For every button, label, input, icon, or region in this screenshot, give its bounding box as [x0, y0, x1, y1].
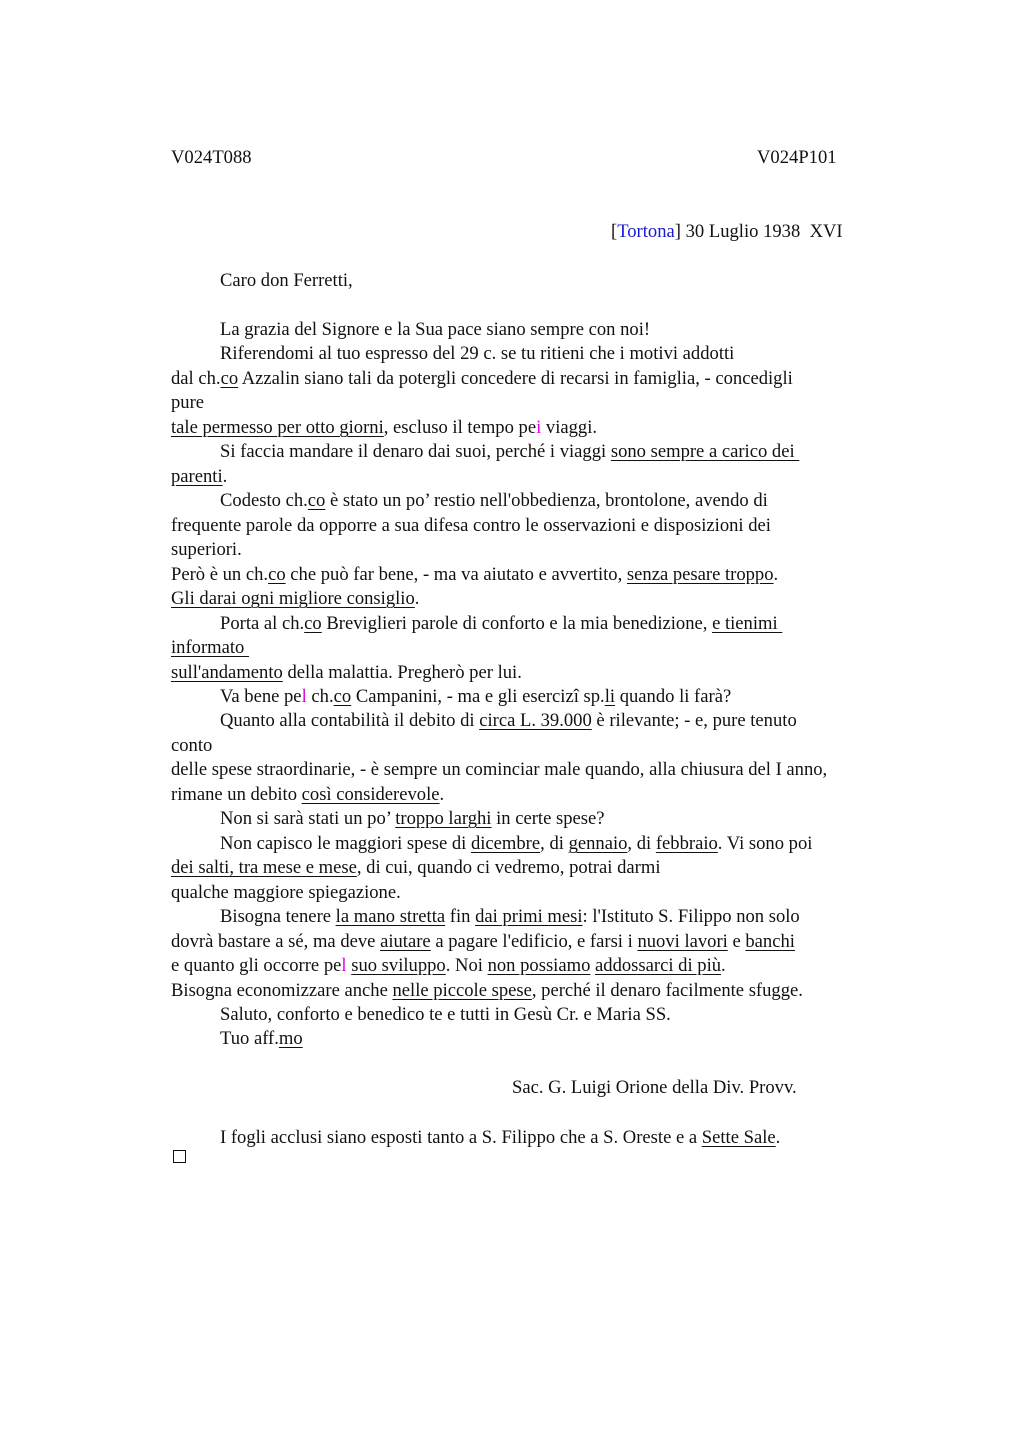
dateline: [Tortona] 30 Luglio 1938 XVI — [611, 221, 843, 242]
date-text: 30 Luglio 1938 XVI — [680, 221, 843, 242]
body-line: Gli darai ogni migliore consiglio. — [171, 588, 420, 609]
place-name: Tortona — [617, 221, 675, 242]
body-line: Quanto alla contabilità il debito di circa L. 39.000 è rilevante; - e, pure tenuto — [220, 710, 797, 731]
closing-line: Tuo aff.mo — [220, 1028, 303, 1049]
document-code-left: V024T088 — [171, 147, 252, 168]
body-line: dei salti, tra mese e mese, di cui, quando ci vedremo, potrai darmi — [171, 857, 661, 878]
body-line: rimane un debito così considerevole. — [171, 784, 445, 805]
body-line: Non capisco le maggiori spese di dicembre, di gennaio, di febbraio. Vi sono poi — [220, 833, 813, 854]
body-line: Codesto ch.co è stato un po’ restio nell'obbedienza, brontolone, avendo di — [220, 490, 768, 511]
body-line: Riferendomi al tuo espresso del 29 c. se tu ritieni che i motivi addotti — [220, 343, 735, 364]
document-code-right: V024P101 — [757, 147, 837, 168]
body-line: Non si sarà stati un po’ troppo larghi in certe spese? — [220, 808, 605, 829]
body-line: Va bene pel ch.co Campanini, - ma e gli esercizî sp.li quando li farà? — [220, 686, 732, 707]
body-line: La grazia del Signore e la Sua pace siano sempre con noi! — [220, 319, 651, 340]
body-line: Saluto, conforto e benedico te e tutti in Gesù Cr. e Maria SS. — [220, 1004, 671, 1025]
body-line: dal ch.co Azzalin siano tali da potergli concedere di recarsi in famiglia, - concedigli — [171, 368, 793, 389]
body-line: frequente parole da opporre a sua difesa contro le osservazioni e disposizioni dei — [171, 515, 771, 536]
body-line: pure — [171, 392, 205, 413]
postscript: I fogli acclusi siano esposti tanto a S. Filippo che a S. Oreste e a Sette Sale. — [220, 1127, 781, 1148]
body-line: qualche maggiore spiegazione. — [171, 882, 401, 903]
body-line: parenti. — [171, 466, 228, 487]
body-line: sull'andamento della malattia. Pregherò per lui. — [171, 662, 522, 683]
salutation: Caro don Ferretti, — [220, 270, 353, 291]
body-line: tale permesso per otto giorni, escluso il tempo pei viaggi. — [171, 417, 598, 438]
body-line: dovrà bastare a sé, ma deve aiutare a pagare l'edificio, e farsi i nuovi lavori e banchi — [171, 931, 795, 952]
checkbox-square-icon — [173, 1150, 186, 1163]
body-line: superiori. — [171, 539, 242, 560]
body-line: Però è un ch.co che può far bene, - ma va aiutato e avvertito, senza pesare troppo. — [171, 564, 779, 585]
body-line: Porta al ch.co Breviglieri parole di conforto e la mia benedizione, e tienimi — [220, 613, 783, 634]
body-line: informato — [171, 637, 249, 658]
signature: Sac. G. Luigi Orione della Div. Provv. — [512, 1077, 797, 1098]
body-line: Bisogna tenere la mano stretta fin dai primi mesi: l'Istituto S. Filippo non solo — [220, 906, 800, 927]
body-line: Bisogna economizzare anche nelle piccole spese, perché il denaro facilmente sfugge. — [171, 980, 803, 1001]
body-line: conto — [171, 735, 213, 756]
body-line: Si faccia mandare il denaro dai suoi, perché i viaggi sono sempre a carico dei — [220, 441, 800, 462]
body-line: delle spese straordinarie, - è sempre un cominciar male quando, alla chiusura del I anno, — [171, 759, 828, 780]
body-line: e quanto gli occorre pel suo sviluppo. Noi non possiamo addossarci di più. — [171, 955, 726, 976]
